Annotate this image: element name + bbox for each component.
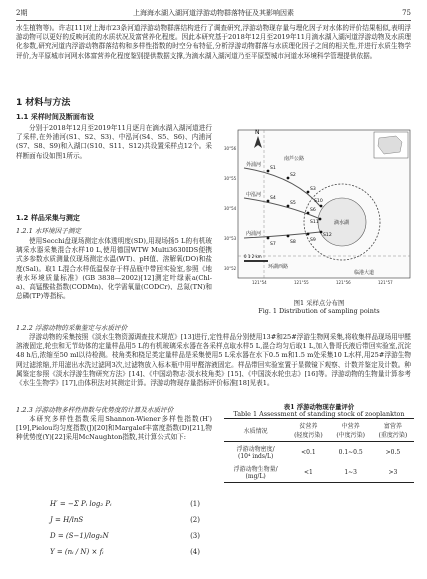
equation-number: (3) (190, 532, 200, 540)
station-label: S3 (310, 187, 316, 192)
section-1-2-3-title: 1.2.3 浮游动物多样性指数与优势度的计算及水质评价 (16, 406, 174, 414)
lat-tick: 30°52 (224, 266, 237, 271)
river-label-1: 外浦河 (246, 162, 262, 168)
station-point (287, 235, 290, 238)
table-row (224, 462, 414, 483)
lat-tick: 30°54 (224, 206, 237, 211)
station-point (307, 233, 310, 236)
table-cell: <0.1 (301, 448, 316, 456)
section-1-2-1-text: 使用Secchi盘现场测定水体透明度(SD),用现场扬5 L的有机玻璃采水器采集混合水样10 L,使用德国WTW Multi3630IDS便携式多参数水质测量仪现场测定水温(WT)、pH值、溶解氧(DO)和盐度(Sal)。取1 L混合水样低温保存于样品瓶中带回实验室,参照《地表水环境质量标准》(GB 3838—2002)[12]测定叶绿素a(Chl-a)、高锰酸盐指数(CODMn)、化学需氧量(CODCr)、总氮(TN)和总磷(TP)等指标。 (16, 237, 212, 301)
lat-tick: 30°56 (224, 146, 237, 151)
station-label: S5 (290, 201, 296, 206)
table-header-cell: 中营养 (中度污染) (330, 419, 372, 442)
equation-number: (1) (190, 500, 200, 508)
station-label: S4 (270, 196, 276, 201)
lake-label: 滴水湖 (334, 220, 350, 226)
figure-caption-cn: 图1 采样点分布图 (293, 299, 345, 307)
section-1-1-title: 1.1 采样时间及断面布设 (16, 113, 94, 121)
station-point (267, 170, 270, 173)
road-label-3: 环湖西路 (268, 264, 289, 270)
equation-expr: Y = (nᵢ / N) × fᵢ (50, 548, 104, 556)
lat-tick: 30°55 (224, 176, 237, 181)
journal-title: 上海海水湖入湖河道浮游动物群落特征及其影响因素 (133, 9, 294, 17)
lat-tick: 30°53 (224, 236, 237, 241)
table-cell: 浮游动物密度/ (10⁴ inds/L) (236, 446, 275, 460)
table-row (224, 442, 414, 463)
station-point (307, 212, 310, 215)
equation-4 (50, 548, 200, 556)
table-header-cell: 水质情况 (224, 419, 287, 442)
equation-number: (4) (190, 548, 200, 556)
station-point (307, 191, 310, 194)
map-svg (224, 128, 414, 286)
lon-tick: 121°54 (252, 280, 267, 285)
equation-expr: D = (S−1)/log₂N (50, 532, 109, 540)
section-1-2-2-text: 浮游动物的采集按照《淡水生物资源调查技术规范》[13]进行,定性样品分别使用13#和25#浮游生物网采集,将收集样品现场用甲醛溶液固定,轮虫和无节幼体的定量样品用5 L的有机玻璃采水器在各采样点取水样5 L,混合均匀后取1 L,加入鲁哥氏液后带回实验室,沉淀48 h后,浓缩至50 ml以待检测。枝角类和桡足类定量样品是采集使用5 L采水器在水下0.5 m和1.5 m处采集10 L水样,用25#浮游生物网过滤浓缩,并用滤出水洗过滤网3次,过滤物放入标本瓶中用甲醛溶液固定。样品带回实验室置于显微镜下观察、计数并鉴定及计数。种属鉴定参照《淡水浮游生物研究方法》[14]、《中国动物志·淡水枝角类》[15]、《中国淡水轮虫志》[16]等。浮游动物的生物量计算参考《水生生物学》[17],由体积法对其测定计算。浮游动物现存量指标评价标准[18]见表1。 (16, 333, 411, 388)
station-label: S2 (290, 173, 296, 178)
station-point (267, 200, 270, 203)
running-header (16, 6, 411, 21)
station-label: S1 (270, 166, 276, 171)
equation-expr: J = H/lnS (50, 516, 84, 524)
river-label-2: 中泓河 (246, 192, 262, 198)
table-cell: <1 (287, 462, 329, 483)
lon-tick: 121°55 (294, 280, 309, 285)
road-label-2: 临港大道 (354, 270, 375, 276)
station-point (287, 177, 290, 180)
figure-caption-en: Fig. 1 Distribution of sampling points (258, 307, 380, 315)
table-title-en: Table 1 Assessment of standing stock of zooplankton (233, 410, 405, 418)
station-point (319, 218, 322, 221)
road-label-1: 南芦公路 (284, 156, 305, 162)
station-label: S6 (310, 208, 316, 213)
equation-number: (2) (190, 516, 200, 524)
issue-number: 2期 (16, 9, 28, 17)
station-label: S7 (270, 242, 276, 247)
table-header-cell: 富营养 (重度污染) (372, 419, 414, 442)
station-point (320, 231, 323, 234)
equation-3 (50, 532, 200, 540)
standing-stock-table (224, 418, 414, 483)
north-label: N (255, 129, 260, 136)
section-1-2-2-title: 1.2.2 浮游动物的采集鉴定与水质评价 (16, 324, 128, 332)
station-label: S12 (323, 233, 332, 238)
intro-paragraph: 水生植物等)。许志[11]对上海市23条河道浮游动物群落结构进行了调查研究,浮游动物现存量与理化因子对水体的评价结果相似,表明浮游动物可以更好的反映河流的水质状况及富营养化程度。因此本研究基于2018年12月至2019年11月滴水湖入湖河道浮游动物及水质理化参数,研究河道内浮游动物群落结构和多样性指数的时空分布特征,分析浮游动物群落与水质理化因子之间的相关性,并进行水质生物学评价,为平原城市河网水体富营养化程度鉴别提供数据支撑,为滴水湖入湖河道乃至平原型城市河道水环境科学管理提供依据。 (16, 24, 411, 60)
section-1-2-1-text-col (16, 237, 212, 301)
river-label-3: 内浦河 (246, 231, 262, 237)
station-point (320, 205, 323, 208)
table-header-cell: 贫营养 (轻度污染) (287, 419, 329, 442)
section-1-title: 1 材料与方法 (16, 98, 71, 108)
section-1-2-1-title: 1.2.1 水环境因子测定 (16, 227, 82, 235)
equation-1 (50, 500, 200, 508)
scale-label: 0 1 2 km (244, 254, 262, 259)
equation-2 (50, 516, 200, 524)
table-cell: 0.1~0.5 (338, 448, 363, 456)
section-1-2-title: 1.2 样品采集与测定 (16, 214, 80, 222)
station-point (267, 237, 270, 240)
sampling-map (224, 128, 414, 296)
station-label: S8 (290, 240, 296, 245)
station-point (287, 205, 290, 208)
section-1-1-text: 分别于2018年12月至2019年11月逐月在滴水湖入湖河道进行了采样,在外浦河(S1、S2、S3)、中泓河(S4、S5、S6)、内浦河(S7、S8、S9)和入湖口(S10、S11、S12)共设置采样点12个。采样断面布设如图1所示。 (16, 124, 212, 160)
lon-tick: 121°57 (378, 280, 393, 285)
station-label: S11 (310, 220, 319, 225)
table-title-cn: 表1 浮游动物现存量评价 (283, 403, 355, 411)
table-cell: 浮游动物生物量/ (mg/L) (224, 462, 287, 483)
lon-tick: 121°56 (336, 280, 351, 285)
table-cell: 1~3 (330, 462, 372, 483)
table-header-row (224, 419, 414, 442)
table-cell: >0.5 (385, 448, 401, 456)
table-cell: >3 (372, 462, 414, 483)
section-1-2-3-text: 本研究多样性指数采用Shannon-Wiener多样性指数(H′)[19],Pielou均匀度指数(J)[20]和Margalef丰富度指数(D)[21],物种优势度(Y)[22]采用McNaughton指数,其计算公式如下: (16, 415, 212, 442)
station-label: S9 (310, 238, 316, 243)
equation-expr: H′ = −Σ Pᵢ log₂ Pᵢ (50, 500, 112, 508)
page-number: 75 (402, 9, 411, 17)
station-label: S10 (314, 199, 323, 204)
